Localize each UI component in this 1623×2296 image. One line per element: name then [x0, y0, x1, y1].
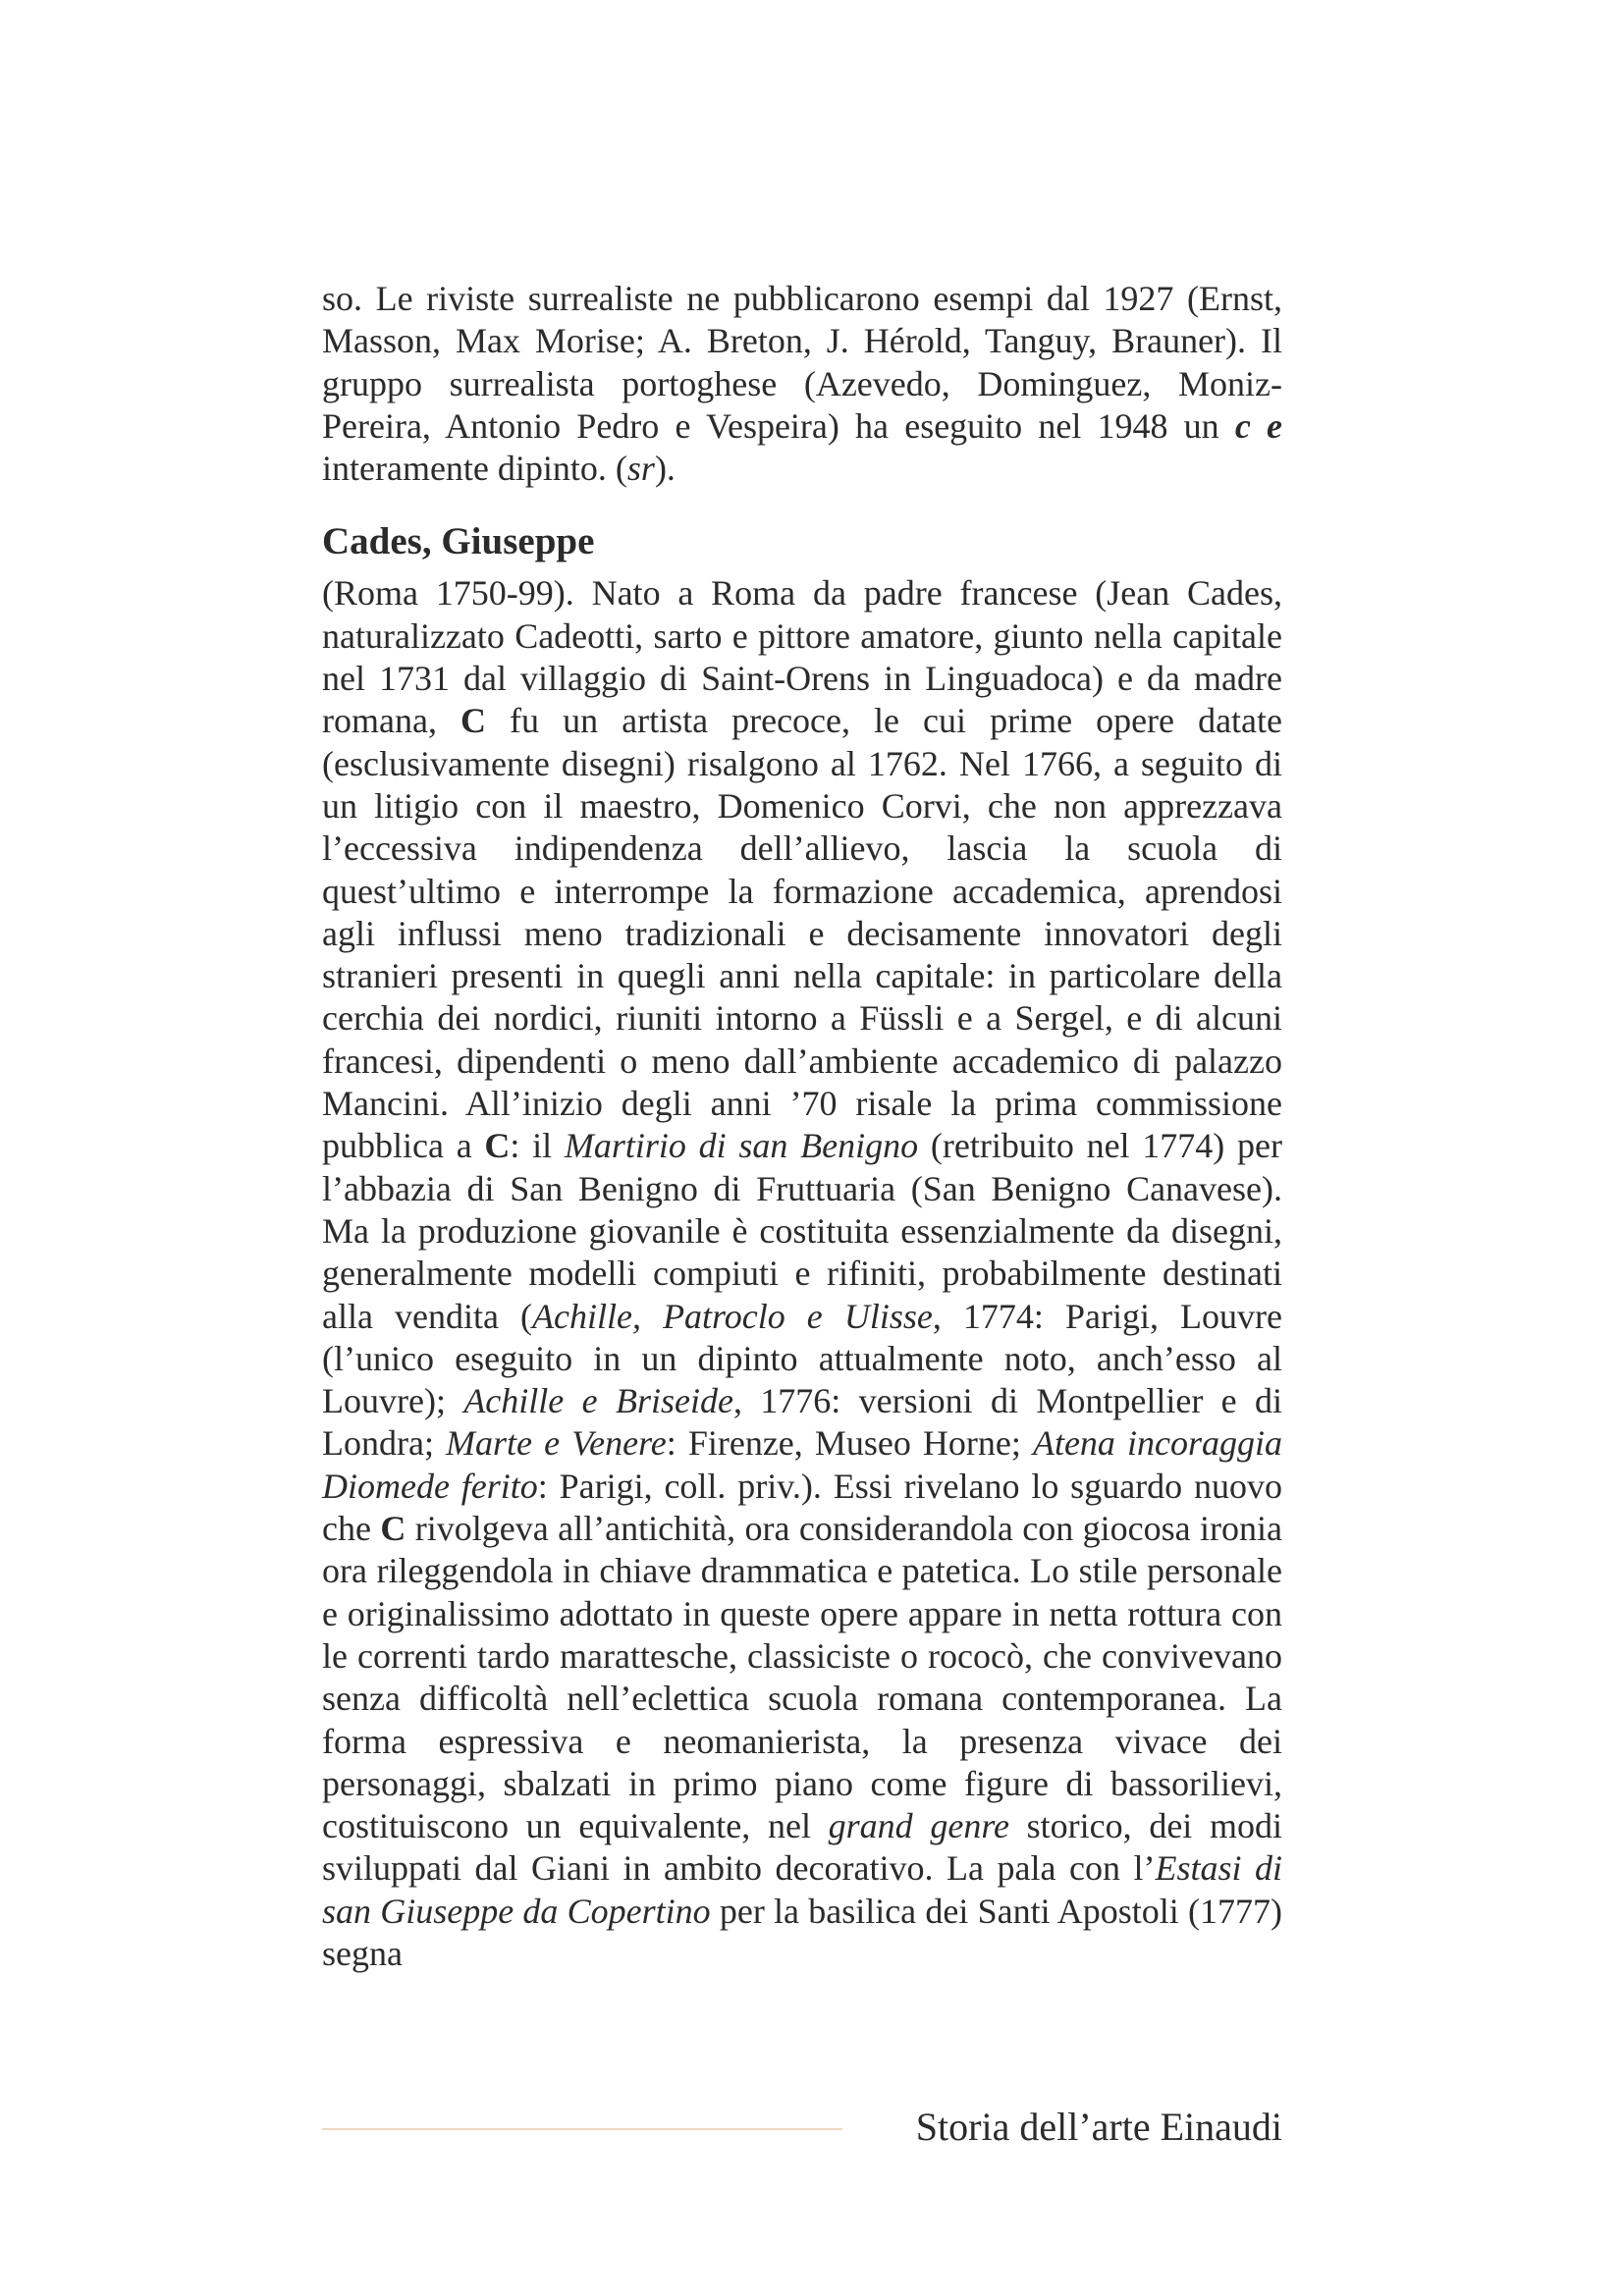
- artwork-title: grand genre: [828, 1806, 1009, 1846]
- artwork-title: Achille, Patroclo e Ulisse: [532, 1296, 933, 1336]
- artwork-title: Achille e Briseide: [463, 1381, 733, 1421]
- entry-text: fu un artista precoce, le cui prime opere datate (esclusivamente disegni) risalgono al 1762. Nel 1766, a seguito di un litigio con il maestro, Domenico Corvi, che non apprezzava l’eccessiva indipendenza dell’allievo, lascia la scuola di quest’ultimo e interrompe la formazione accademica, aprendosi agli influssi meno tradizionali e decisamente innovatori degli stranieri presenti in quegli anni nella capitale: in particolare della cerchia dei nordici, riuniti intorno a Füssli e a Sergel, e di alcuni francesi, dipendenti o meno dall’ambiente accademico di palazzo Mancini. All’inizio degli anni ’70 risale la prima commissione pubblica a: [322, 701, 1283, 1166]
- entry-title: Cades, Giuseppe: [322, 520, 595, 563]
- artwork-title: Estasi di san Giuseppe da Copertino: [322, 1848, 1282, 1931]
- entry-text: , 1774: Parigi, Louvre (l’unico eseguito in un dipinto attualmente noto, anch’esso al Louvre);: [322, 1296, 1282, 1421]
- intro-text-3: ).: [654, 449, 676, 489]
- intro-emphasis: c e: [1234, 405, 1282, 446]
- entry-text: storico, dei modi sviluppati dal Giani in ambito decorativo. La pala con l’: [322, 1806, 1282, 1889]
- entry-body: [322, 572, 1282, 1975]
- entry-text: : Firenze, Museo Horne;: [666, 1423, 1033, 1464]
- artwork-title: Atena incoraggia Diomede ferito: [322, 1423, 1282, 1506]
- intro-paragraph: [322, 278, 1282, 490]
- intro-text: so. Le riviste surrealiste ne pubblicarono esempi dal 1927 (Ernst, Masson, Max Morise; A. Breton, J. Hérold, Tanguy, Brauner). Il gruppo surrealista portoghese (Azevedo, Dominguez, Moniz-Pereira, Antonio Pedro e Vespeira) ha eseguito nel 1948 un: [322, 279, 1282, 446]
- footer-title: Storia dell’arte Einaudi: [915, 2105, 1282, 2149]
- entry-text: : Parigi, coll. priv.). Essi rivelano lo sguardo nuovo che: [322, 1466, 1282, 1549]
- entry-subject-abbrev: C: [484, 1126, 511, 1166]
- entry-subject-abbrev: C: [380, 1509, 406, 1549]
- entry-text: (retribuito nel 1774) per l’abbazia di San Benigno di Fruttuaria (San Benigno Canavese). Ma la produzione giovanile è costituita essenzialmente da disegni, generalmente modelli compiuti e rifiniti, probabilmente destinati alla vendita (: [322, 1126, 1282, 1336]
- artwork-title: Marte e Venere: [446, 1423, 667, 1464]
- entry-subject-abbrev: C: [460, 701, 486, 741]
- entry-text: rivolgeva all’antichità, ora considerandola con giocosa ironia ora rileggendola in chiave drammatica e patetica. Lo stile personale e originalissimo adottato in queste opere appare in netta rottura con le correnti tardo marattesche, classiciste o rococò, che convivevano senza difficoltà nell’eclettica scuola romana contemporanea. La forma espressiva e neomanierista, la presenza vivace dei personaggi, sbalzati in primo piano come figure di bassorilievi, costituiscono un equivalente, nel: [322, 1509, 1282, 1846]
- entry-text: (Roma 1750-99). Nato a Roma da padre francese (Jean Cades, naturalizzato Cadeotti, sarto e pittore amatore, giunto nella capitale nel 1731 dal villaggio di Saint-Orens in Linguadoca) e da madre romana,: [322, 573, 1282, 741]
- page-body: [322, 278, 1282, 1975]
- footer-divider: [322, 2128, 842, 2130]
- intro-text-2: interamente dipinto. (: [322, 449, 627, 489]
- entry-text: per la basilica dei Santi Apostoli (1777) segna: [322, 1891, 1282, 1973]
- entry-text: : il: [510, 1126, 565, 1166]
- artwork-title: Martirio di san Benigno: [564, 1126, 919, 1166]
- entry-text: , 1776: versioni di Montpellier e di Londra;: [322, 1381, 1283, 1464]
- author-initials: sr: [626, 449, 655, 489]
